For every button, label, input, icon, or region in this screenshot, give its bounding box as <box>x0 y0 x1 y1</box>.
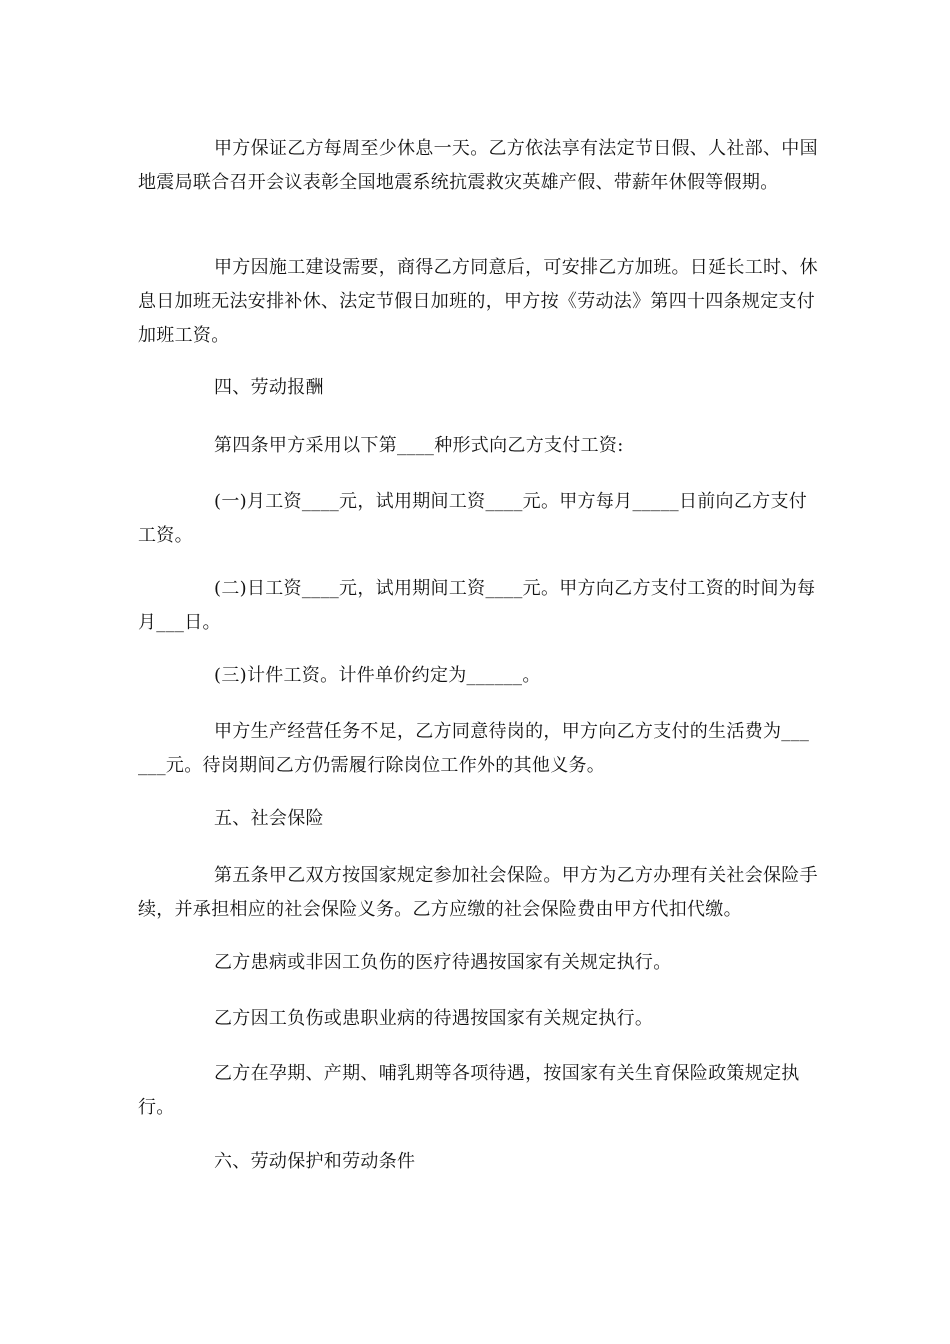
paragraph-piece-wage: (三)计件工资。计件单价约定为______。 <box>214 665 541 686</box>
paragraph-article-5: 第五条甲乙双方按国家规定参加社会保险。甲方为乙方办理有关社会保险手续，并承担相应的社会保险义务。乙方应缴的社会保险费由甲方代扣代缴。 <box>138 865 818 920</box>
paragraph-standby: 甲方生产经营任务不足，乙方同意待岗的，甲方向乙方支付的生活费为______元。待岗期间乙方仍需履行除岗位工作外的其他义务。 <box>138 721 810 776</box>
paragraph-article-4: 第四条甲方采用以下第____种形式向乙方支付工资: <box>214 435 624 456</box>
paragraph-rest-days: 甲方保证乙方每周至少休息一天。乙方依法享有法定节日假、人社部、中国地震局联合召开会议表彰全国地震系统抗震救灾英雄产假、带薪年休假等假期。 <box>138 138 818 193</box>
paragraph-daily-wage: (二)日工资____元，试用期间工资____元。甲方向乙方支付工资的时间为每月___日。 <box>138 578 816 633</box>
paragraph-overtime: 甲方因施工建设需要，商得乙方同意后，可安排乙方加班。日延长工时、休息日加班无法安排补休、法定节假日加班的，甲方按《劳动法》第四十四条规定支付加班工资。 <box>138 257 818 346</box>
paragraph-maternity: 乙方在孕期、产期、哺乳期等各项待遇，按国家有关生育保险政策规定执行。 <box>138 1063 800 1118</box>
section-heading-remuneration: 四、劳动报酬 <box>214 377 324 398</box>
paragraph-work-injury: 乙方因工负伤或患职业病的待遇按国家有关规定执行。 <box>214 1008 654 1029</box>
section-heading-social-insurance: 五、社会保险 <box>214 808 324 829</box>
section-heading-labor-protection: 六、劳动保护和劳动条件 <box>214 1151 416 1172</box>
paragraph-medical: 乙方患病或非因工负伤的医疗待遇按国家有关规定执行。 <box>214 952 672 973</box>
paragraph-monthly-wage: (一)月工资____元，试用期间工资____元。甲方每月_____日前向乙方支付工资。 <box>138 491 808 546</box>
